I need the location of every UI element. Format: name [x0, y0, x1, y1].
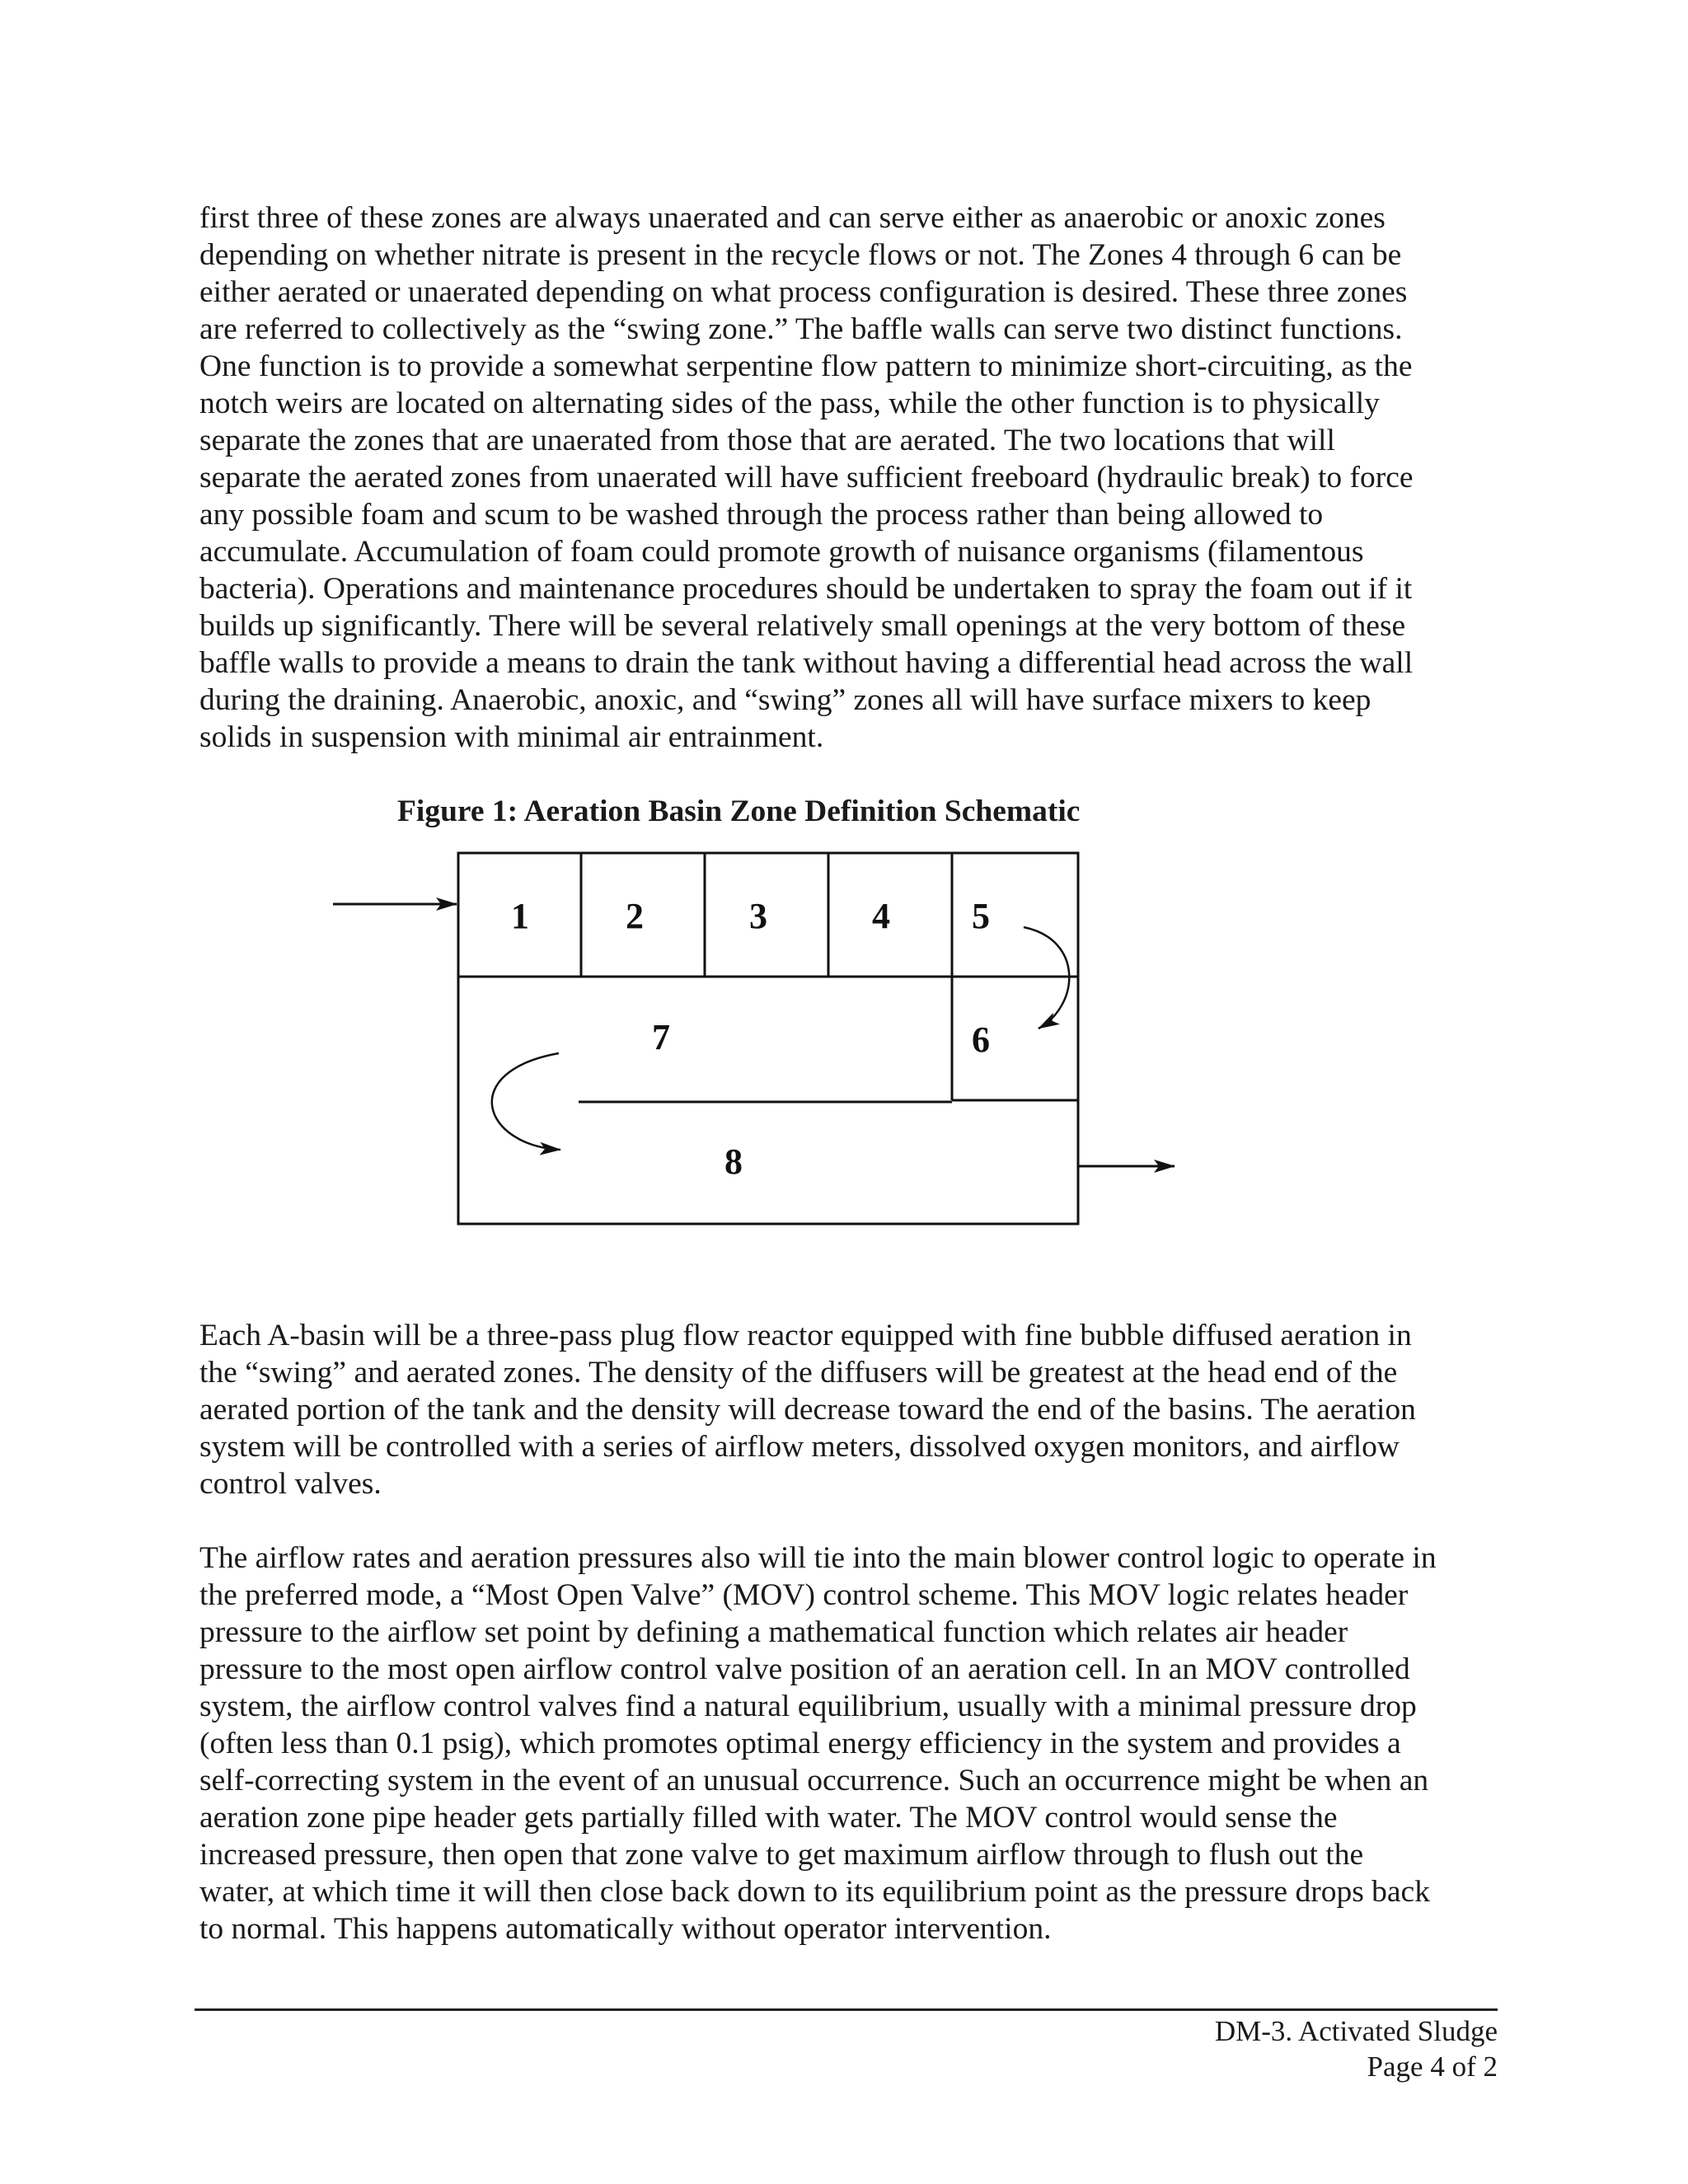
body-paragraph-2: Each A-basin will be a three-pass plug flow reactor equipped with fine bubble diffused aeration in the “swing” and aerated zones. The density of the diffusers will be greatest at the head end of the aerated portion of the tank and the density will decrease toward the end of the basins. The aeration system will be controlled with a series of airflow meters, dissolved oxygen monitors, and airflow control valves.	[199, 1319, 1416, 1501]
zone-label-2: 2	[626, 896, 644, 936]
figure-title: Figure 1: Aeration Basin Zone Definition Schematic	[397, 794, 1081, 828]
zone-label-3: 3	[749, 896, 767, 936]
footer-document-title: DM-3. Activated Sludge	[1214, 2015, 1498, 2047]
zone-label-7: 7	[652, 1017, 670, 1057]
footer-divider	[195, 2008, 1498, 2011]
footer-page-number: Page 4 of 2	[1367, 2050, 1498, 2083]
zone-label-5: 5	[972, 896, 990, 936]
body-paragraph-1: first three of these zones are always unaerated and can serve either as anaerobic or anoxic zones depending on whether nitrate is present in the recycle flows or not. The Zones 4 through 6 can be either aerated or unaerated depending on what process configuration is desired. These three zones are referred to collectively as the “swing zone.” The baffle walls can serve two distinct functions. One function is to provide a somewhat serpentine flow pattern to minimize short-circuiting, as the notch weirs are located on alternating sides of the pass, while the other function is to physically separate the zones that are unaerated from those that are aerated. The two locations that will separate the aerated zones from unaerated will have sufficient freeboard (hydraulic break) to force any possible foam and scum to be washed through the process rather than being allowed to accumulate. Accumulation of foam could promote growth of nuisance organisms (filamentous bacteria). Operations and maintenance procedures should be undertaken to spray the foam out if it builds up significantly. There will be several relatively small openings at the very bottom of these baffle walls to provide a means to drain the tank without having a differential head across the wall during the draining. Anaerobic, anoxic, and “swing” zones all will have surface mixers to keep solids in suspension with minimal air entrainment.	[199, 201, 1414, 754]
zone-label-1: 1	[511, 896, 529, 936]
zone-label-8: 8	[724, 1141, 743, 1182]
zone-label-6: 6	[972, 1019, 990, 1060]
zone-label-4: 4	[872, 896, 890, 936]
flow-arrow-7-to-8	[492, 1053, 560, 1150]
body-paragraph-3: The airflow rates and aeration pressures also will tie into the main blower control logic to operate in the preferred mode, a “Most Open Valve” (MOV) control scheme. This MOV logic relates header pressure to the airflow set point by defining a mathematical function which relates air header pressure to the most open airflow control valve position of an aeration cell. In an MOV controlled system, the airflow control valves find a natural equilibrium, usually with a minimal pressure drop (often less than 0.1 psig), which promotes optimal energy efficiency in the system and provides a self-correcting system in the event of an unusual occurrence. Such an occurrence might be when an aeration zone pipe header gets partially filled with water. The MOV control would sense the increased pressure, then open that zone valve to get maximum airflow through to flush out the water, at which time it will then close back down to its equilibrium point as the pressure drops back to normal. This happens automatically without operator intervention.	[199, 1541, 1437, 1946]
